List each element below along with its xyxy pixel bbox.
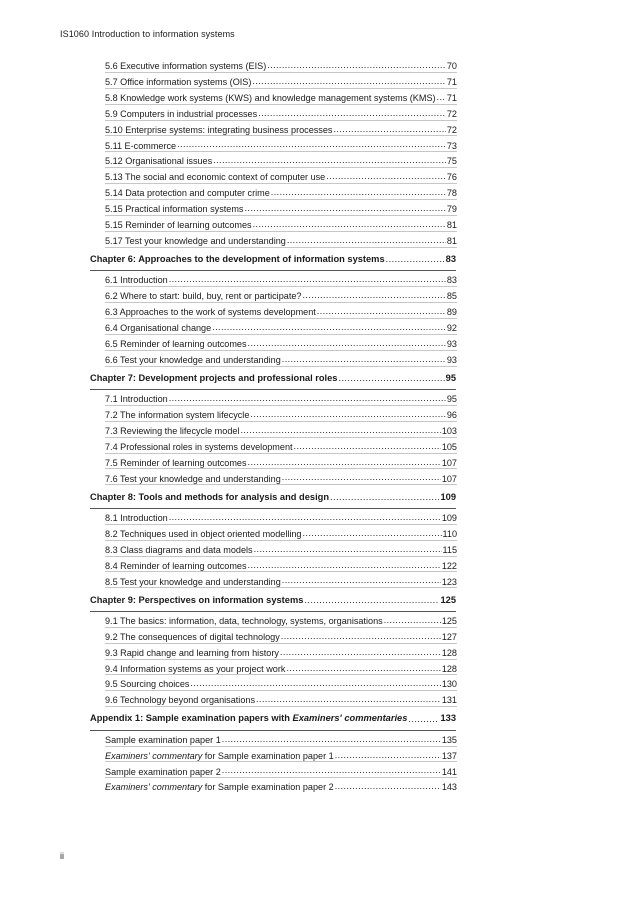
toc-entry-label — [105, 529, 302, 539]
toc-entry-text: 6.5 Reminder of learning outcomes — [105, 338, 247, 349]
dot-leader — [169, 274, 446, 283]
toc-entry-italic: Examiners' commentary — [105, 750, 203, 761]
toc-page-number: 130 — [441, 679, 457, 690]
toc-entry-text: 7.2 The information system lifecycle — [105, 410, 250, 421]
toc-entry-text: 5.12 Organisational issues — [105, 156, 213, 167]
toc-page-number: 85 — [446, 291, 457, 302]
toc-page-number: 123 — [441, 576, 457, 587]
toc-page-number: 133 — [440, 713, 456, 724]
dot-leader — [258, 108, 446, 117]
toc-entry-text: 9.2 The consequences of digital technology — [105, 631, 280, 642]
toc-entry-label — [105, 632, 280, 642]
dot-leader — [248, 560, 441, 569]
toc-entry-label — [105, 172, 325, 182]
dot-leader — [287, 235, 446, 244]
toc-section-entry — [105, 73, 457, 89]
toc-entry-label — [105, 339, 247, 349]
toc-entry-italic: Examiners' commentaries — [292, 713, 408, 724]
toc-page-number: 107 — [441, 473, 457, 484]
dot-leader — [256, 694, 441, 703]
toc-section-entry — [105, 572, 457, 588]
dot-leader — [250, 409, 445, 418]
toc-section-entry — [105, 89, 457, 105]
toc-section-entry — [105, 660, 457, 676]
dot-leader — [169, 512, 441, 521]
toc-entry-text: 6.1 Introduction — [105, 275, 168, 286]
running-header: IS1060 Introduction to information systems — [60, 29, 235, 39]
dot-leader — [384, 615, 441, 624]
toc-entry-label — [105, 577, 281, 587]
toc-section-entry — [105, 351, 457, 367]
dot-leader — [408, 714, 439, 723]
toc-chapter-entry — [90, 367, 456, 391]
toc-section-entry — [105, 438, 457, 454]
toc-entry-text: Appendix 1: Sample examination papers with — [90, 713, 293, 724]
toc-section-entry — [105, 675, 457, 691]
toc-page-number: 79 — [446, 204, 457, 215]
toc-page-number: 110 — [442, 528, 457, 539]
toc-page-number: 72 — [446, 108, 457, 119]
dot-leader — [248, 457, 441, 466]
toc-page-number: 128 — [441, 663, 457, 674]
toc-entry-label — [105, 782, 334, 792]
toc-chapter-entry — [90, 485, 456, 509]
toc-entry-text: Chapter 7: Development projects and professional roles — [90, 372, 338, 383]
toc-page-number: 71 — [446, 76, 457, 87]
toc-entry-label — [105, 561, 247, 571]
toc-page-number: 122 — [441, 560, 457, 571]
toc-entry-text: Chapter 8: Tools and methods for analysis and design — [90, 491, 330, 502]
toc-page-number: 109 — [440, 491, 456, 502]
toc-entry-label — [105, 458, 247, 468]
toc-entry-label — [90, 373, 337, 383]
toc-section-entry — [105, 454, 457, 470]
toc-entry-text: 7.5 Reminder of learning outcomes — [105, 457, 247, 468]
toc-section-entry — [105, 184, 457, 200]
toc-entry-label — [105, 236, 286, 246]
toc-section-entry — [105, 335, 457, 351]
page-number: ii — [60, 851, 64, 861]
toc-page-number: 76 — [446, 172, 457, 183]
toc-section-entry — [105, 287, 457, 303]
dot-leader — [294, 441, 441, 450]
toc-page-number: 73 — [446, 140, 457, 151]
dot-leader — [244, 203, 445, 212]
dot-leader — [253, 219, 446, 228]
toc-section-entry — [105, 105, 457, 121]
toc-entry-text: 7.1 Introduction — [105, 394, 168, 405]
toc-entry-text: 5.7 Office information systems (OIS) — [105, 76, 252, 87]
dot-leader — [222, 765, 441, 774]
toc-entry-text: 6.2 Where to start: build, buy, rent or participate? — [105, 291, 302, 302]
toc-section-entry — [105, 628, 457, 644]
toc-entry-text: 5.15 Practical information systems — [105, 204, 244, 215]
toc-page-number: 75 — [446, 156, 457, 167]
dot-leader — [302, 290, 445, 299]
toc-entry-label — [105, 410, 249, 420]
toc-entry-text: 9.4 Information systems as your project work — [105, 663, 286, 674]
toc-page-number: 95 — [446, 394, 457, 405]
toc-section-entry — [105, 57, 457, 73]
toc-entry-label — [105, 545, 253, 555]
toc-section-entry — [105, 731, 457, 747]
toc-entry-label — [105, 323, 211, 333]
toc-entry-label — [105, 679, 189, 689]
dot-leader — [335, 781, 441, 790]
toc-entry-text: for Sample examination paper 2 — [202, 782, 334, 793]
toc-entry-text: 8.5 Test your knowledge and understanding — [105, 576, 281, 587]
toc-entry-label — [105, 125, 332, 135]
toc-entry-label — [105, 109, 257, 119]
toc-section-entry — [105, 390, 457, 406]
toc-page-number: 125 — [440, 594, 456, 605]
toc-entry-text: 5.10 Enterprise systems: integrating business processes — [105, 124, 333, 135]
toc-entry-label — [105, 204, 243, 214]
toc-section-entry — [105, 406, 457, 422]
dot-leader — [213, 155, 446, 164]
toc-entry-label — [105, 275, 168, 285]
toc-page-number: 143 — [441, 782, 457, 793]
toc-entry-label — [105, 474, 281, 484]
toc-entry-text: 9.5 Sourcing choices — [105, 679, 190, 690]
toc-page-number: 72 — [446, 124, 457, 135]
toc-entry-text: 8.3 Class diagrams and data models — [105, 544, 253, 555]
toc-entry-text: 5.8 Knowledge work systems (KWS) and knowledge management systems (KMS) — [105, 92, 436, 103]
dot-leader — [222, 734, 441, 743]
dot-leader — [282, 575, 441, 584]
dot-leader — [282, 472, 441, 481]
toc-section-entry — [105, 232, 457, 248]
toc-entry-text: 9.3 Rapid change and learning from history — [105, 647, 279, 658]
toc-entry-text: Chapter 6: Approaches to the development of information systems — [90, 253, 385, 264]
toc-entry-text: 6.4 Organisational change — [105, 322, 212, 333]
toc-entry-label — [105, 156, 212, 166]
dot-leader — [254, 544, 442, 553]
toc-entry-label — [105, 307, 316, 317]
dot-leader — [248, 338, 446, 347]
toc-entry-label — [90, 713, 407, 723]
toc-section-entry — [105, 557, 457, 573]
toc-page-number: 115 — [442, 544, 457, 555]
toc-chapter-entry — [90, 588, 456, 612]
toc-section-entry — [105, 271, 457, 287]
toc-section-entry — [105, 525, 457, 541]
toc-section-entry — [105, 747, 457, 763]
toc-entry-text: 5.9 Computers in industrial processes — [105, 108, 258, 119]
dot-leader — [240, 425, 440, 434]
toc-page-number: 83 — [445, 253, 456, 264]
toc-section-entry — [105, 152, 457, 168]
dot-leader — [280, 647, 441, 656]
toc-page-number: 95 — [445, 372, 456, 383]
toc-page-number: 70 — [446, 61, 457, 72]
toc-entry-text: 7.4 Professional roles in systems development — [105, 441, 293, 452]
toc-page-number: 105 — [441, 441, 457, 452]
toc-entry-text: Sample examination paper 2 — [105, 766, 221, 777]
toc-section-entry — [105, 200, 457, 216]
dot-leader — [252, 76, 445, 85]
toc-entry-text: 7.3 Reviewing the lifecycle model — [105, 425, 240, 436]
toc-entry-label — [105, 442, 293, 452]
toc-page-number: 78 — [446, 188, 457, 199]
toc-entry-label — [105, 141, 176, 151]
dot-leader — [271, 187, 446, 196]
toc-page-number: 135 — [441, 734, 457, 745]
toc-page-number: 93 — [446, 338, 457, 349]
toc-entry-label — [105, 93, 436, 103]
toc-entry-text: 5.17 Test your knowledge and understanding — [105, 235, 286, 246]
dot-leader — [303, 528, 442, 537]
toc-entry-label — [105, 735, 221, 745]
toc-page-number: 109 — [441, 512, 457, 523]
toc-section-entry — [105, 469, 457, 485]
toc-chapter-entry — [90, 248, 456, 272]
dot-leader — [304, 595, 439, 604]
toc-entry-label — [105, 695, 255, 705]
dot-leader — [386, 254, 445, 263]
toc-entry-italic: Examiners' commentary — [105, 782, 203, 793]
toc-page-number: 96 — [446, 410, 457, 421]
toc-entry-label — [105, 513, 168, 523]
toc-entry-text: 9.1 The basics: information, data, technology, systems, organisations — [105, 615, 383, 626]
dot-leader — [169, 393, 446, 402]
toc-page-number: 71 — [446, 92, 457, 103]
toc-entry-text: 9.6 Technology beyond organisations — [105, 695, 255, 706]
toc-page-number: 103 — [441, 425, 457, 436]
dot-leader — [177, 139, 446, 148]
toc-section-entry — [105, 644, 457, 660]
toc-entry-text: 6.3 Approaches to the work of systems development — [105, 307, 316, 318]
toc-section-entry — [105, 422, 457, 438]
toc-section-entry — [105, 319, 457, 335]
toc-entry-text: 5.14 Data protection and computer crime — [105, 188, 270, 199]
toc-section-entry — [105, 762, 457, 778]
table-of-contents — [0, 57, 638, 794]
dot-leader — [335, 750, 441, 759]
toc-page-number: 93 — [446, 354, 457, 365]
toc-section-entry — [105, 509, 457, 525]
dot-leader — [333, 124, 445, 133]
toc-entry-text: 8.2 Techniques used in object oriented modelling — [105, 528, 302, 539]
dot-leader — [326, 171, 446, 180]
toc-entry-text: 5.13 The social and economic context of computer use — [105, 172, 326, 183]
toc-entry-label — [105, 77, 251, 87]
toc-entry-text: 8.1 Introduction — [105, 512, 168, 523]
dot-leader — [286, 663, 440, 672]
toc-entry-text: 6.6 Test your knowledge and understanding — [105, 354, 281, 365]
dot-leader — [190, 678, 440, 687]
toc-entry-label — [105, 426, 239, 436]
toc-section-entry — [105, 778, 457, 794]
toc-section-entry — [105, 612, 457, 628]
dot-leader — [330, 492, 439, 501]
dot-leader — [282, 354, 446, 363]
toc-entry-label — [105, 767, 221, 777]
dot-leader — [338, 373, 444, 382]
dot-leader — [212, 322, 446, 331]
toc-page-number: 81 — [446, 235, 457, 246]
dot-leader — [317, 306, 446, 315]
dot-leader — [281, 631, 441, 640]
toc-section-entry — [105, 168, 457, 184]
toc-entry-label — [105, 355, 281, 365]
toc-page-number: 89 — [446, 307, 457, 318]
toc-entry-text: 8.4 Reminder of learning outcomes — [105, 560, 247, 571]
toc-section-entry — [105, 121, 457, 137]
toc-entry-text: for Sample examination paper 1 — [202, 750, 334, 761]
toc-page-number: 141 — [441, 766, 457, 777]
toc-entry-label — [105, 648, 279, 658]
toc-section-entry — [105, 216, 457, 232]
toc-page-number: 92 — [446, 322, 457, 333]
toc-page-number: 81 — [446, 220, 457, 230]
toc-entry-text: 5.6 Executive information systems (EIS) — [105, 61, 267, 72]
toc-chapter-entry — [90, 707, 456, 731]
toc-page-number: 127 — [441, 631, 457, 642]
toc-entry-label — [90, 254, 385, 264]
toc-page-number: 128 — [441, 647, 457, 658]
dot-leader — [267, 60, 446, 69]
toc-entry-label — [105, 220, 252, 230]
toc-entry-label — [105, 188, 270, 198]
toc-entry-label — [105, 616, 383, 626]
toc-entry-label — [90, 492, 329, 502]
toc-entry-label — [90, 595, 303, 605]
toc-entry-label — [105, 291, 301, 301]
toc-entry-text: Chapter 9: Perspectives on information systems — [90, 594, 304, 605]
toc-entry-text: 5.15 Reminder of learning outcomes — [105, 220, 252, 230]
toc-entry-text: 7.6 Test your knowledge and understanding — [105, 473, 281, 484]
toc-entry-label — [105, 751, 334, 761]
toc-page-number: 131 — [441, 695, 457, 706]
toc-entry-label — [105, 664, 285, 674]
toc-page-number: 137 — [441, 750, 457, 761]
toc-page-number: 83 — [446, 275, 457, 286]
toc-entry-text: Sample examination paper 1 — [105, 734, 221, 745]
toc-entry-text: 5.11 E-commerce — [105, 140, 177, 151]
toc-page-number: 125 — [441, 615, 457, 626]
dot-leader — [437, 92, 446, 101]
toc-entry-label — [105, 394, 168, 404]
toc-section-entry — [105, 303, 457, 319]
toc-page-number: 107 — [441, 457, 457, 468]
toc-section-entry — [105, 691, 457, 707]
toc-section-entry — [105, 541, 457, 557]
toc-entry-label — [105, 61, 266, 71]
toc-section-entry — [105, 136, 457, 152]
